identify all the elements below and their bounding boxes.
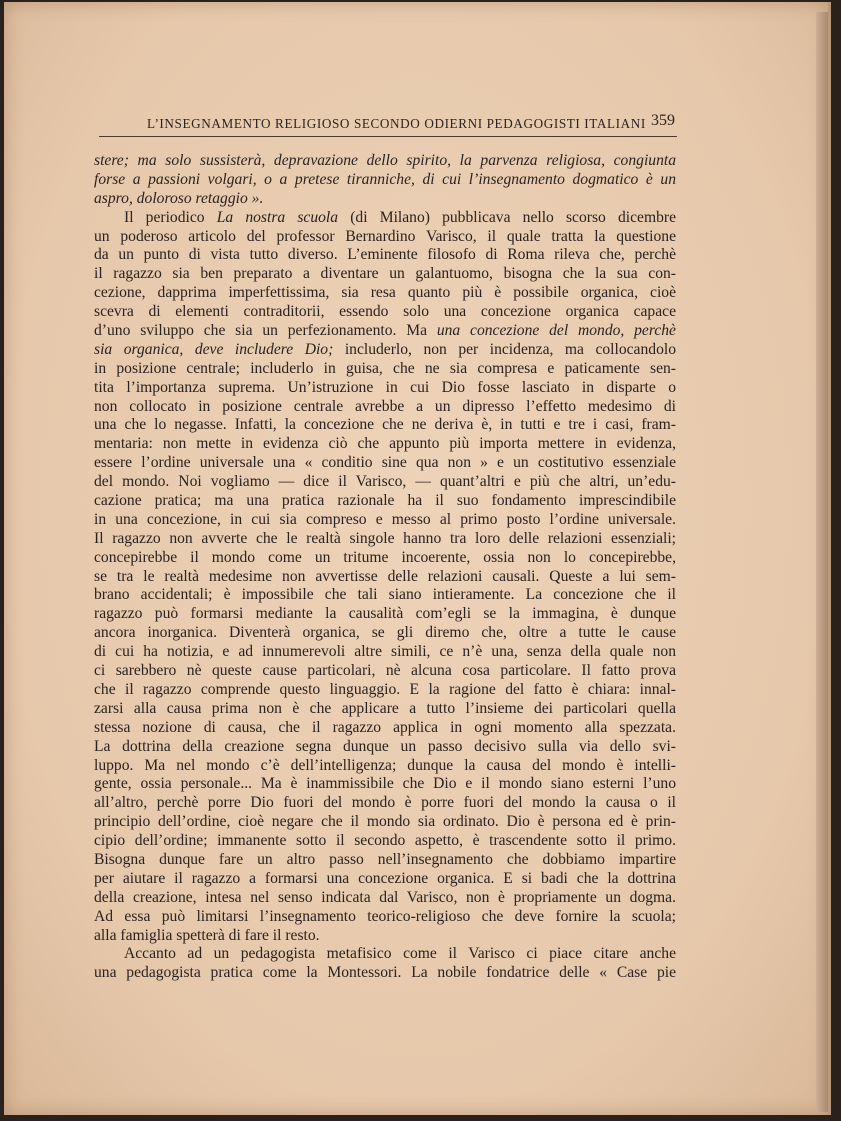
text-line: che il ragazzo comprende questo linguaggio. E la ragione del fatto è chiara: innal-: [94, 680, 676, 698]
text-line: il ragazzo sia ben preparato a diventare un galantuomo, bisogna che la sua con-: [94, 265, 676, 283]
text-line: del mondo. Noi vogliamo — dice il Varisco, — quant’altri e più che altri, un’edu-: [94, 473, 676, 491]
text-line: ragazzo può formarsi mediante la causalità com’egli se la immagina, è dunque: [94, 605, 676, 623]
text-line: della creazione, intesa nel senso indicata dal Varisco, non è propriamente un dogma.: [94, 888, 676, 906]
text-line: cezione, dapprima imperfettissima, sia resa quanto più è possibile organica, cioè: [94, 284, 676, 302]
page-number: 359: [651, 112, 675, 129]
body-text: [94, 152, 676, 983]
text-line: Bisogna dunque fare un altro passo nell’insegnamento che dobbiamo impartire: [94, 850, 676, 868]
text-line: Il periodico La nostra scuola (di Milano) pubblicava nello scorso dicembre: [124, 208, 676, 226]
text-line: luppo. Ma nel mondo c’è dell’intelligenza; dunque la causa del mondo è intelli-: [94, 756, 676, 774]
text-line: sia organica, deve includere Dio; includerlo, non per incidenza, ma collocandolo: [94, 340, 677, 358]
text-line: essere l’ordine universale una « conditio sine qua non » e un costitutivo essenziale: [94, 454, 676, 472]
text-line: all’altro, perchè porre Dio fuori del mondo è porre fuori del mondo la causa o il: [94, 794, 676, 812]
page-edge: [816, 12, 828, 1112]
text-line: cazione pratica; ma una pratica razionale ha il suo fondamento imprescindibile: [94, 492, 676, 510]
text-line: zarsi alla causa prima non è che applicare a tutto l’insieme dei particolari quella: [94, 699, 676, 717]
text-line: principio dell’ordine, cioè negare che il mondo sia ordinato. Dio è persona ed è prin-: [94, 813, 676, 831]
text-line: in posizione centrale; includerlo in guisa, che ne sia compresa e paticamente sen-: [94, 359, 676, 377]
text-line: mentaria: non mette in evidenza ciò che appunto più importa mettere in evidenza,: [94, 435, 676, 453]
header-title: L’INSEGNAMENTO RELIGIOSO SECONDO ODIERNI PEDAGOGISTI ITALIANI: [147, 116, 646, 131]
text-line: La dottrina della creazione segna dunque un passo decisivo sulla via dello svi-: [94, 737, 676, 755]
text-line: cipio dell’ordine; immanente sotto il secondo aspetto, è trascendente sotto il primo.: [94, 832, 676, 850]
text-line: una pedagogista pratica come la Montessori. La nobile fondatrice delle « Case pie: [94, 964, 676, 982]
text-line: ci sarebbero nè queste cause particolari, nè alcuna cosa particolare. Il fatto prova: [94, 662, 676, 680]
text-line: forse a passioni volgari, o a pretese tiranniche, di cui l’insegnamento dogmatico è un: [94, 170, 676, 188]
text-line: Ad essa può limitarsi l’insegnamento teorico-religioso che deve fornire la scuola;: [94, 907, 676, 925]
text-line: concepirebbe il mondo come un tritume incoerente, ossia non lo concepirebbe,: [94, 548, 676, 566]
text-line: non collocato in posizione centrale avrebbe a un dipresso l’effetto medesimo di: [94, 397, 676, 415]
text-line: una che lo negasse. Infatti, la concezione che ne deriva è, in tutti e tre i casi, fram-: [94, 416, 676, 434]
text-line: tita l’importanza suprema. Un’istruzione in cui Dio fosse lasciato in disparte o: [94, 378, 676, 396]
text-line: da un punto di vista tutto diverso. L’eminente filosofo di Roma rileva che, perchè: [94, 246, 676, 264]
text-line: un poderoso articolo del professor Bernardino Varisco, il quale tratta la questione: [94, 227, 676, 245]
text-line: gente, ossia personale... Ma è inammissibile che Dio e il mondo siano esterni l’uno: [94, 775, 676, 793]
text-line: aspro, doloroso retaggio ».: [94, 189, 264, 207]
text-line: brano accidentali; è impossibile che tali siano intieramente. La concezione che il: [94, 586, 676, 604]
running-header: [99, 112, 677, 137]
text-line: se tra le realtà medesime non avvertisse delle relazioni causali. Queste a lui sem-: [94, 567, 676, 585]
text-line: Il ragazzo non avverte che le realtà singole hanno tra loro delle relazioni essenziali;: [94, 529, 676, 547]
text-line: per aiutare il ragazzo a formarsi una concezione organica. E si badi che la dottrina: [94, 869, 676, 887]
text-line: stessa nozione di causa, che il ragazzo applica in ogni momento alla spezzata.: [94, 718, 676, 736]
text-line: stere; ma solo sussisterà, depravazione dello spirito, la parvenza religiosa, congiunta: [94, 152, 676, 169]
text-line: scevra di elementi contraditorii, essendo solo una concezione organica capace: [94, 303, 676, 321]
text-line: Accanto ad un pedagogista metafisico come il Varisco ci piace citare anche: [124, 945, 676, 963]
text-line: d’uno sviluppo che sia un perfezionamento. Ma una concezione del mondo, perchè: [94, 322, 676, 340]
book-page: [4, 2, 831, 1115]
text-line: di cui ha notizia, e ad innumerevoli altre simili, ce n’è una, senza della quale non: [94, 643, 676, 661]
text-line: in una concezione, in cui sia compreso e messo al primo posto l’ordine universale.: [94, 510, 676, 528]
text-line: ancora inorganica. Diventerà organica, se gli diremo che, oltre a tutte le cause: [94, 624, 676, 642]
text-line: alla famiglia spetterà di fare il resto.: [94, 926, 320, 944]
